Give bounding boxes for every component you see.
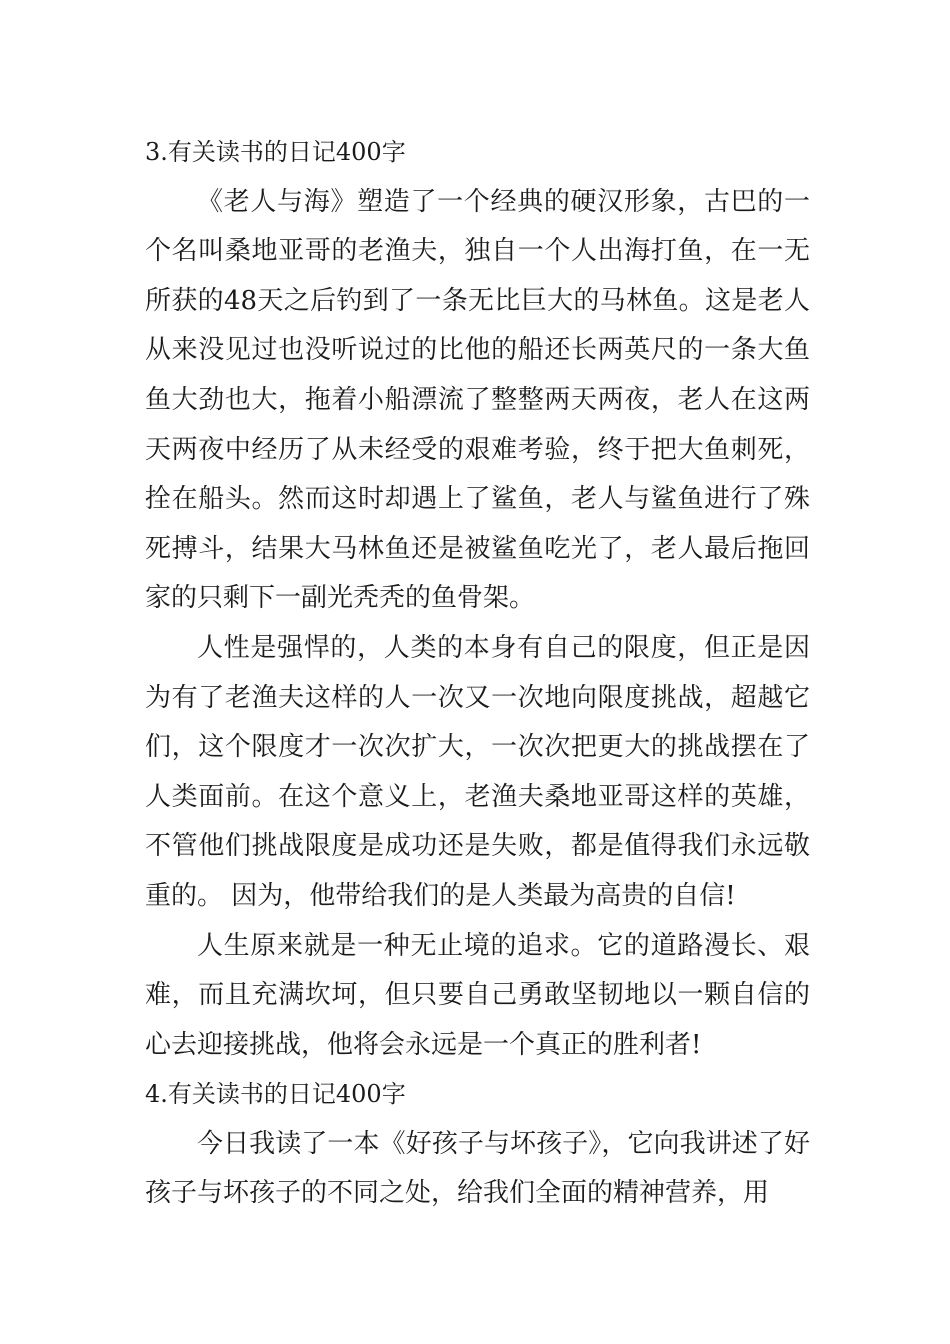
paragraph: 《老人与海》塑造了一个经典的硬汉形象，古巴的一个名叫桑地亚哥的老渔夫，独自一个人出海打鱼，在一无所获的48天之后钓到了一条无比巨大的马林鱼。这是老人从来没见过也没听说过的比他的船还长两英尺的一条大鱼鱼大劲也大，拖着小船漂流了整整两天两夜，老人在这两天两夜中经历了从未经受的艰难考验，终于把大鱼刺死，拴在船头。然而这时却遇上了鲨鱼，老人与鲨鱼进行了殊死搏斗，结果大马林鱼还是被鲨鱼吃光了，老人最后拖回家的只剩下一副光秃秃的鱼骨架。 — [145, 186, 810, 614]
section-heading: 4.有关读书的日记400字 — [145, 1080, 406, 1109]
paragraph: 人生原来就是一种无止境的追求。它的道路漫长、艰难，而且充满坎坷，但只要自己勇敢坚韧地以一颗自信的心去迎接挑战，他将会永远是一个真正的胜利者! — [145, 930, 810, 1060]
paragraph: 今日我读了一本《好孩子与坏孩子》，它向我讲述了好孩子与坏孩子的不同之处，给我们全面的精神营养，用 — [145, 1128, 810, 1209]
section-heading: 3.有关读书的日记400字 — [145, 138, 406, 166]
document-page — [145, 128, 810, 1219]
paragraph: 人性是强悍的，人类的本身有自己的限度，但正是因为有了老渔夫这样的人一次又一次地向限度挑战，超越它们，这个限度才一次次扩大，一次次把更大的挑战摆在了人类面前。在这个意义上，老渔夫桑地亚哥这样的英雄，不管他们挑战限度是成功还是失败，都是值得我们永远敬重的。 因为，他带给我们的是人类最为高贵的自信! — [145, 632, 810, 911]
